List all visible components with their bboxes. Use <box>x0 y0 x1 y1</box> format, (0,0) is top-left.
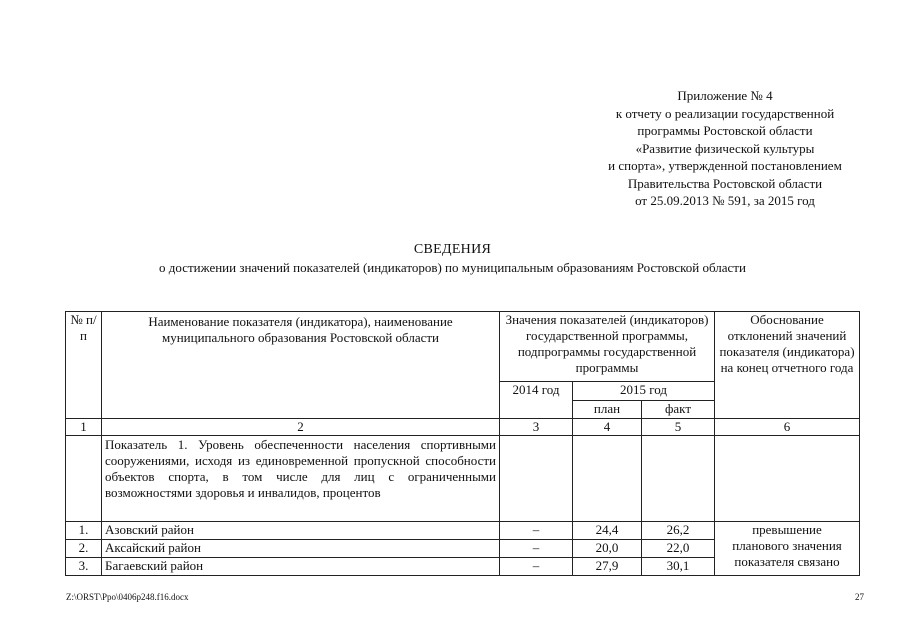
basis-line: планового значения <box>732 538 842 553</box>
header-2015: 2015 год <box>573 382 715 401</box>
appendix-line: Приложение № 4 <box>677 88 773 103</box>
document-subtitle: о достижении значений показателей (индикаторов) по муниципальным образованиям Ростовской области <box>159 260 746 275</box>
appendix-line: к отчету о реализации государственной <box>615 105 835 121</box>
row-plan: 27,9 <box>573 558 642 576</box>
column-number: 5 <box>642 419 715 436</box>
appendix-block <box>560 87 890 210</box>
header-2014: 2014 год <box>500 382 573 419</box>
row-name: Багаевский район <box>102 558 500 576</box>
row-plan: 24,4 <box>573 522 642 540</box>
document-title: СВЕДЕНИЯ <box>413 242 492 257</box>
column-number: 2 <box>102 419 500 436</box>
row-fact: 26,2 <box>642 522 715 540</box>
header-basis: Обоснование отклонений значений показателя (индикатора) на конец отчетного года <box>715 312 860 419</box>
column-number: 6 <box>715 419 860 436</box>
row-2014: – <box>500 522 573 540</box>
header-values: Значения показателей (индикаторов) государственной программы, подпрограммы государственной программы <box>500 312 715 382</box>
header-plan: план <box>573 401 642 419</box>
file-path: Z:\ORST\Ppo\0406p248.f16.docx <box>66 592 189 602</box>
page-number: 27 <box>855 592 864 602</box>
appendix-line: программы Ростовской области <box>637 123 813 138</box>
row-2014: – <box>500 540 573 558</box>
appendix-line: «Развитие физической культуры <box>635 140 815 156</box>
column-number: 4 <box>573 419 642 436</box>
row-num: 1. <box>66 522 102 540</box>
row-fact: 22,0 <box>642 540 715 558</box>
row-fact: 30,1 <box>642 558 715 576</box>
header-name: Наименование показателя (индикатора), наименование муниципального образования Ростовской области <box>102 312 500 419</box>
row-num: 3. <box>66 558 102 576</box>
appendix-line: и спорта», утвержденной постановлением <box>608 158 842 173</box>
column-numbers-row <box>66 419 860 436</box>
row-name: Азовский район <box>102 522 500 540</box>
indicators-table <box>65 311 860 576</box>
indicator-text: Показатель 1. Уровень обеспеченности населения спортивными сооружениями, исходя из единовременной пропускной способности объектов спорта, в том числе для лиц с ограниченными возможностями здоровья и инвалидов, процентов <box>102 436 500 522</box>
header-num: № п/п <box>66 312 102 419</box>
basis-line: превышение <box>752 522 822 537</box>
table-row <box>66 522 860 540</box>
appendix-line: Правительства Ростовской области <box>627 175 823 191</box>
basis-line: показателя связано <box>734 554 840 569</box>
row-plan: 20,0 <box>573 540 642 558</box>
column-number: 3 <box>500 419 573 436</box>
appendix-line: от 25.09.2013 № 591, за 2015 год <box>635 193 815 208</box>
header-fact: факт <box>642 401 715 419</box>
row-name: Аксайский район <box>102 540 500 558</box>
row-num: 2. <box>66 540 102 558</box>
basis-cell <box>715 522 860 576</box>
column-number: 1 <box>66 419 102 436</box>
indicator-row <box>66 436 860 522</box>
row-2014: – <box>500 558 573 576</box>
